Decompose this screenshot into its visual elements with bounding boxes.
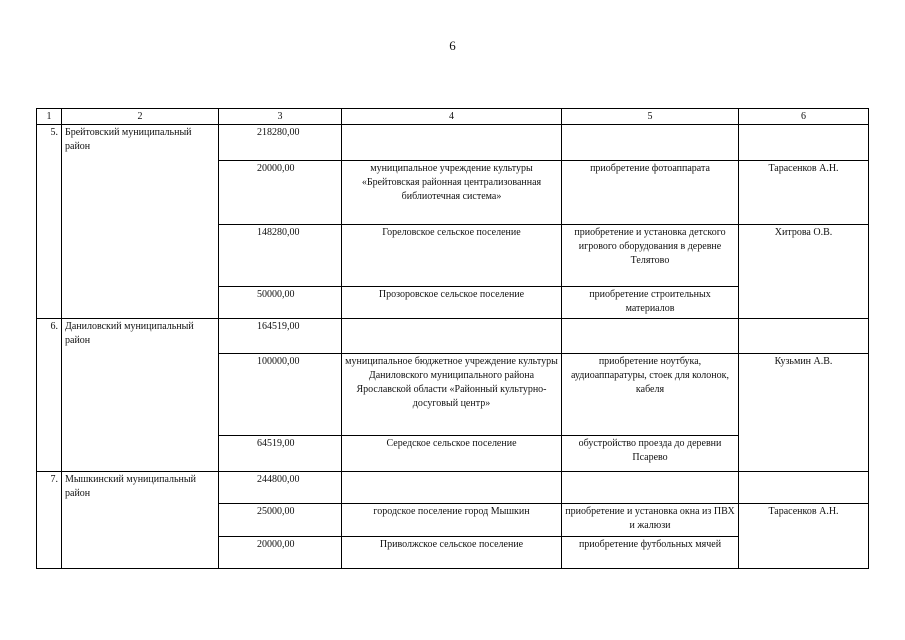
responsible-cell: Хитрова О.В. <box>739 225 869 319</box>
empty-cell <box>739 125 869 161</box>
recipient-cell: городское поселение город Мышкин <box>342 504 562 537</box>
empty-cell <box>342 472 562 504</box>
amount-cell: 50000,00 <box>219 287 342 319</box>
amount-cell: 20000,00 <box>219 537 342 569</box>
purpose-cell: приобретение фотоаппарата <box>562 161 739 225</box>
row-number: 5. <box>37 125 62 319</box>
row-number: 6. <box>37 319 62 472</box>
amount-cell: 148280,00 <box>219 225 342 287</box>
recipient-cell: муниципальное бюджетное учреждение культуры Даниловского муниципального района Ярославской области «Районный культурно-досуговый центр» <box>342 354 562 436</box>
header-cell: 1 <box>37 109 62 125</box>
purpose-cell: приобретение и установка окна из ПВХ и жалюзи <box>562 504 739 537</box>
purpose-cell: приобретение футбольных мячей <box>562 537 739 569</box>
header-cell: 5 <box>562 109 739 125</box>
header-cell: 4 <box>342 109 562 125</box>
recipient-cell: Гореловское сельское поселение <box>342 225 562 287</box>
recipient-cell: Прозоровское сельское поселение <box>342 287 562 319</box>
allocation-table <box>36 108 869 569</box>
recipient-cell: Середское сельское поселение <box>342 436 562 472</box>
empty-cell <box>562 472 739 504</box>
page-number: 6 <box>449 38 456 53</box>
district-name: Брейтовский муниципальный район <box>62 125 219 319</box>
district-total: 218280,00 <box>219 125 342 161</box>
purpose-cell: приобретение строительных материалов <box>562 287 739 319</box>
table-row <box>37 472 869 504</box>
recipient-cell: муниципальное учреждение культуры «Брейтовская районная централизованная библиотечная система» <box>342 161 562 225</box>
purpose-cell: обустройство проезда до деревни Псарево <box>562 436 739 472</box>
table-row <box>37 319 869 354</box>
amount-cell: 20000,00 <box>219 161 342 225</box>
district-total: 164519,00 <box>219 319 342 354</box>
header-cell: 3 <box>219 109 342 125</box>
responsible-cell: Тарасенков А.Н. <box>739 161 869 225</box>
purpose-cell: приобретение ноутбука, аудиоаппаратуры, стоек для колонок, кабеля <box>562 354 739 436</box>
responsible-cell: Кузьмин А.В. <box>739 354 869 472</box>
recipient-cell: Приволжское сельское поселение <box>342 537 562 569</box>
amount-cell: 64519,00 <box>219 436 342 472</box>
table-row <box>37 125 869 161</box>
empty-cell <box>562 125 739 161</box>
district-name: Даниловский муниципальный район <box>62 319 219 472</box>
responsible-cell: Тарасенков А.Н. <box>739 504 869 569</box>
district-total: 244800,00 <box>219 472 342 504</box>
amount-cell: 100000,00 <box>219 354 342 436</box>
row-number: 7. <box>37 472 62 569</box>
empty-cell <box>562 319 739 354</box>
district-name: Мышкинский муниципальный район <box>62 472 219 569</box>
header-row <box>37 109 869 125</box>
amount-cell: 25000,00 <box>219 504 342 537</box>
empty-cell <box>739 472 869 504</box>
purpose-cell: приобретение и установка детского игрового оборудования в деревне Телятово <box>562 225 739 287</box>
empty-cell <box>739 319 869 354</box>
header-cell: 6 <box>739 109 869 125</box>
header-cell: 2 <box>62 109 219 125</box>
empty-cell <box>342 125 562 161</box>
empty-cell <box>342 319 562 354</box>
